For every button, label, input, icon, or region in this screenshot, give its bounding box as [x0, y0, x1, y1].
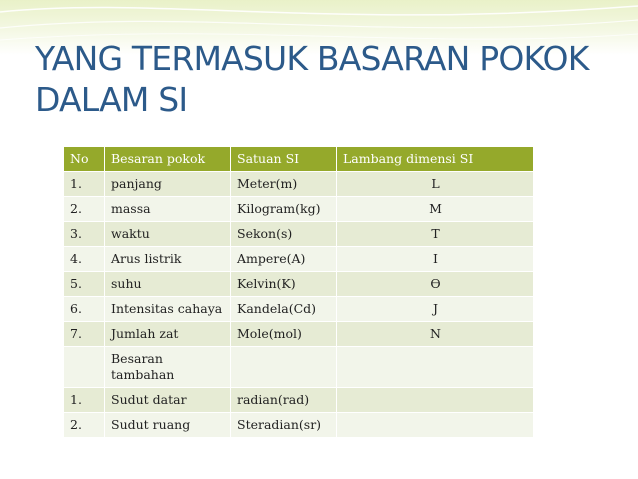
cell-lambang: J — [337, 297, 534, 322]
cell-lambang: I — [337, 247, 534, 272]
si-units-table — [63, 146, 534, 438]
cell-besaran: Sudut ruang — [105, 413, 231, 438]
cell-no: 4. — [64, 247, 105, 272]
cell-besaran: Jumlah zat — [105, 322, 231, 347]
cell-no: 3. — [64, 222, 105, 247]
table-row — [64, 297, 534, 322]
cell-lambang — [337, 347, 534, 388]
cell-satuan: Ampere(A) — [231, 247, 337, 272]
cell-satuan: Sekon(s) — [231, 222, 337, 247]
table-header-row — [64, 147, 534, 172]
cell-besaran: Arus listrik — [105, 247, 231, 272]
cell-satuan: Kilogram(kg) — [231, 197, 337, 222]
cell-no: 1. — [64, 172, 105, 197]
cell-satuan: Steradian(sr) — [231, 413, 337, 438]
cell-lambang: Ө — [337, 272, 534, 297]
cell-besaran: suhu — [105, 272, 231, 297]
table-row — [64, 322, 534, 347]
cell-lambang: T — [337, 222, 534, 247]
table-row — [64, 172, 534, 197]
table-row — [64, 197, 534, 222]
cell-no: 6. — [64, 297, 105, 322]
cell-besaran: massa — [105, 197, 231, 222]
cell-satuan: Kandela(Cd) — [231, 297, 337, 322]
cell-lambang: M — [337, 197, 534, 222]
cell-no: 7. — [64, 322, 105, 347]
cell-besaran: panjang — [105, 172, 231, 197]
cell-no: 1. — [64, 388, 105, 413]
table-row — [64, 413, 534, 438]
cell-lambang: L — [337, 172, 534, 197]
table-row — [64, 222, 534, 247]
header-no: No — [64, 147, 105, 172]
cell-satuan: Mole(mol) — [231, 322, 337, 347]
header-besaran: Besaran pokok — [105, 147, 231, 172]
cell-satuan: Meter(m) — [231, 172, 337, 197]
cell-satuan — [231, 347, 337, 388]
slide-title: YANG TERMASUK BASARAN POKOK DALAM SI — [35, 39, 589, 119]
header-satuan: Satuan SI — [231, 147, 337, 172]
table-row — [64, 247, 534, 272]
cell-besaran: waktu — [105, 222, 231, 247]
cell-lambang — [337, 413, 534, 438]
cell-besaran: Besaran tambahan — [105, 347, 231, 388]
cell-lambang — [337, 388, 534, 413]
cell-no: 5. — [64, 272, 105, 297]
cell-satuan: radian(rad) — [231, 388, 337, 413]
cell-satuan: Kelvin(K) — [231, 272, 337, 297]
header-lambang: Lambang dimensi SI — [337, 147, 534, 172]
cell-no: 2. — [64, 413, 105, 438]
table-row — [64, 388, 534, 413]
cell-besaran: Sudut datar — [105, 388, 231, 413]
cell-no — [64, 347, 105, 388]
cell-besaran: Intensitas cahaya — [105, 297, 231, 322]
cell-lambang: N — [337, 322, 534, 347]
cell-no: 2. — [64, 197, 105, 222]
table-row — [64, 272, 534, 297]
table-row — [64, 347, 534, 388]
